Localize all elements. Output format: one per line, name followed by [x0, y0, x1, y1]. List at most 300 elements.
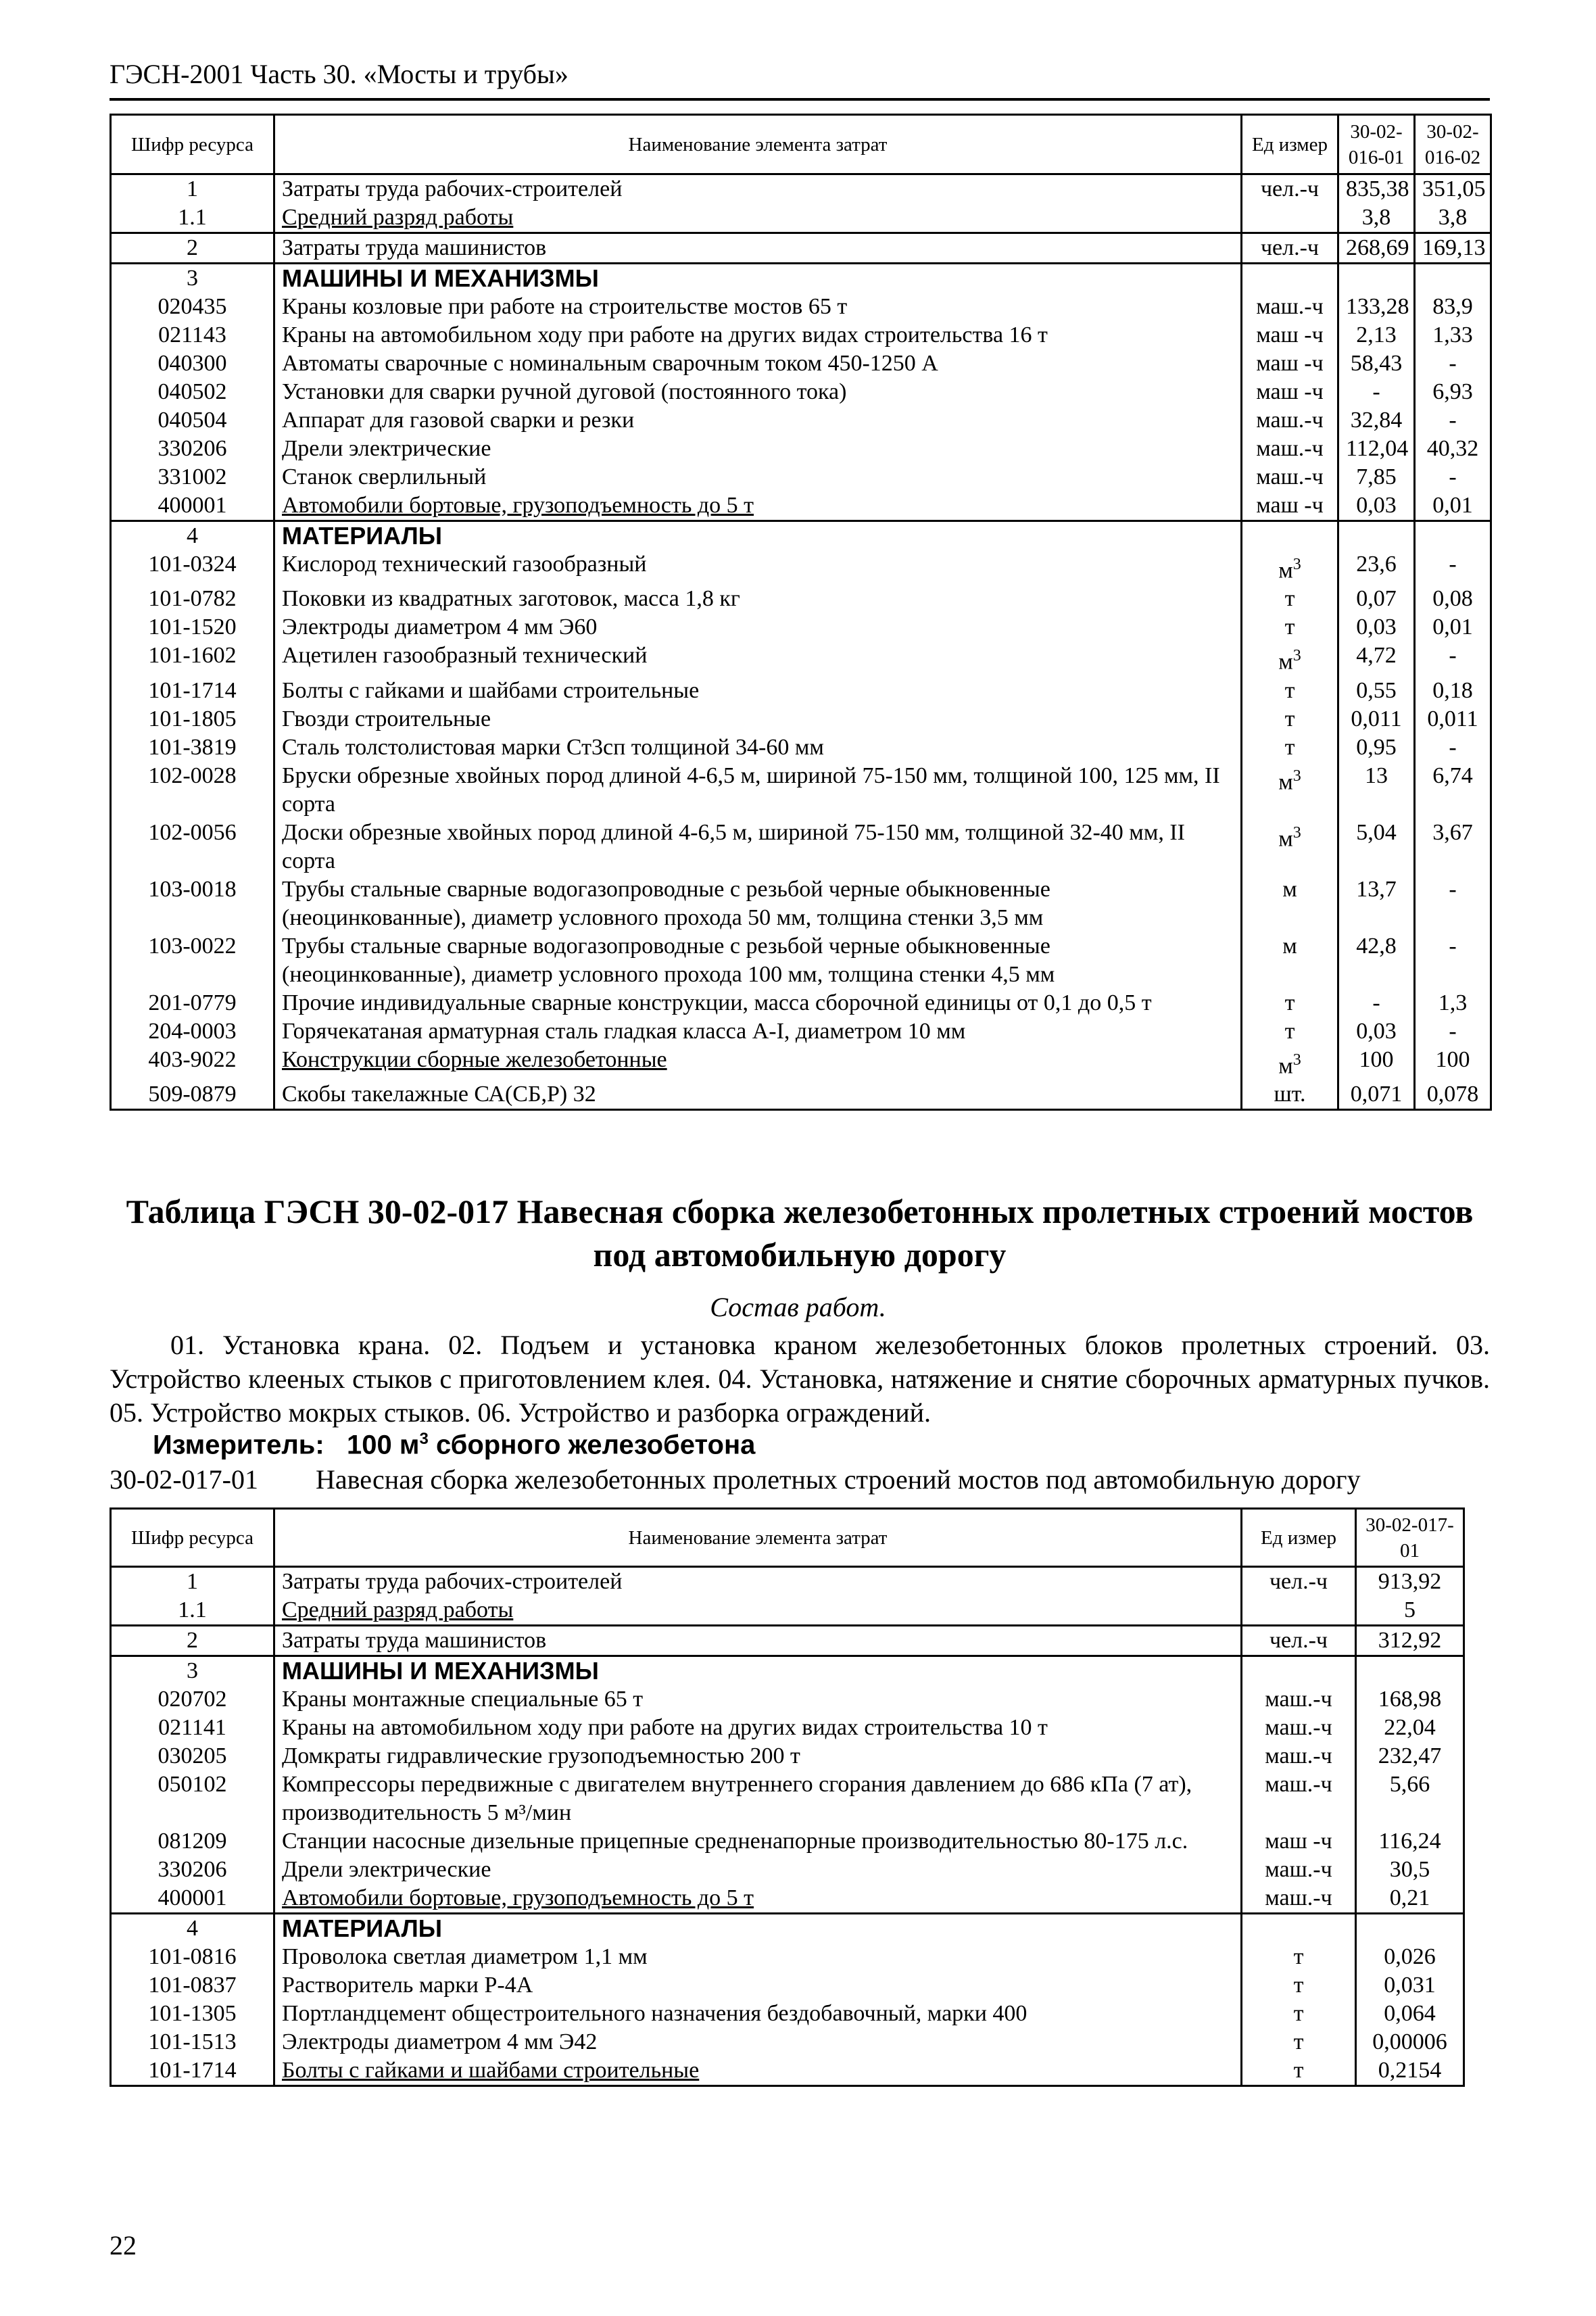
unit-text: маш.-ч: [1265, 1687, 1332, 1712]
resource-value: 40,32: [1415, 435, 1491, 463]
unit-text: маш -ч: [1256, 351, 1324, 376]
resource-value: 4,72: [1338, 642, 1415, 676]
resource-name: Затраты труда машинистов: [274, 1626, 1242, 1656]
resource-value: 168,98: [1356, 1685, 1464, 1714]
table-row: [111, 1714, 1464, 1742]
unit-text: т: [1293, 2029, 1304, 2054]
running-header: ГЭСН-2001 Часть 30. «Мосты и трубы»: [110, 59, 569, 89]
resource-value: [1415, 264, 1491, 293]
unit-text: м: [1278, 649, 1293, 675]
resource-value: -: [1415, 875, 1491, 932]
resource-value: 22,04: [1356, 1714, 1464, 1742]
page-number: 22: [110, 2230, 137, 2261]
resource-value: 0,95: [1338, 733, 1415, 762]
col-header-016-02: 30-02-016-02: [1415, 115, 1491, 174]
resource-name: Портландцемент общестроительного назначения бездобавочный, марки 400: [274, 2000, 1242, 2028]
resource-name: Краны козловые при работе на строительстве мостов 65 т: [274, 293, 1242, 321]
resource-name: Прочие индивидуальные сварные конструкции, масса сборочной единицы от 0,1 до 0,5 т: [274, 989, 1242, 1017]
table-row: [111, 203, 1491, 233]
resource-unit: [1242, 1080, 1338, 1110]
resource-unit: [1242, 233, 1338, 264]
resource-table-016: [110, 114, 1492, 1111]
resource-name: Растворитель марки Р-4А: [274, 1971, 1242, 2000]
resource-code: 101-3819: [111, 733, 274, 762]
resource-code: 3: [111, 1656, 274, 1686]
table-row: [111, 1596, 1464, 1626]
resource-unit: [1242, 1017, 1338, 1046]
resource-name: МАТЕРИАЛЫ: [274, 1914, 1242, 1944]
unit-text: маш.-ч: [1265, 1772, 1332, 1797]
resource-name: Проволока светлая диаметром 1,1 мм: [274, 1943, 1242, 1971]
col-header-016-01: 30-02-016-01: [1338, 115, 1415, 174]
resource-unit: [1242, 406, 1338, 435]
resource-value: 6,74: [1415, 762, 1491, 819]
resource-value: 83,9: [1415, 293, 1491, 321]
col-header-name: Наименование элемента затрат: [274, 115, 1242, 174]
composition-heading: Состав работ.: [710, 1292, 886, 1322]
col-header-name: Наименование элемента затрат: [274, 1509, 1242, 1567]
resource-value: 351,05: [1415, 174, 1491, 204]
resource-code: 101-1714: [111, 677, 274, 705]
resource-value: 3,8: [1415, 203, 1491, 233]
resource-value: 5: [1356, 1596, 1464, 1626]
resource-value: 0,03: [1338, 613, 1415, 642]
composition-text: 01. Установка крана. 02. Подъем и установка краном железобетонных блоков пролетных строений. 03. Устройство клееных стыков с приготовлением клея. 04. Установка, натяжение и снятие сборочных арматурных пучков. 05. Устройство мокрых стыков. 06. Устройство и разборка ограждений.: [110, 1330, 1490, 1428]
table-row: [111, 293, 1491, 321]
table-row: [111, 463, 1491, 491]
resource-code: 204-0003: [111, 1017, 274, 1046]
unit-text: м: [1282, 876, 1297, 902]
resource-unit: [1242, 463, 1338, 491]
unit-text: т: [1293, 2058, 1304, 2083]
resource-value: 0,03: [1338, 491, 1415, 521]
resource-value: 112,04: [1338, 435, 1415, 463]
resource-name: Ацетилен газообразный технический: [274, 642, 1242, 676]
resource-unit: [1242, 491, 1338, 521]
resource-value: 0,064: [1356, 2000, 1464, 2028]
resource-unit: [1242, 2028, 1356, 2056]
unit-text: маш.-ч: [1256, 436, 1324, 461]
table-row: [111, 1884, 1464, 1914]
resource-unit: [1242, 1685, 1356, 1714]
resource-name: Аппарат для газовой сварки и резки: [274, 406, 1242, 435]
resource-code: 509-0879: [111, 1080, 274, 1110]
meter-line: [153, 1430, 755, 1460]
resource-name: Домкраты гидравлические грузоподъемностью 200 т: [274, 1742, 1242, 1770]
resource-code: 4: [111, 521, 274, 551]
meter-label: Измеритель:: [153, 1430, 324, 1460]
resource-unit: [1242, 642, 1338, 676]
unit-text: т: [1284, 1018, 1295, 1044]
resource-unit: [1242, 677, 1338, 705]
resource-code: 101-1520: [111, 613, 274, 642]
unit-text: т: [1293, 2001, 1304, 2026]
resource-value: -: [1415, 463, 1491, 491]
resource-value: 0,01: [1415, 613, 1491, 642]
resource-code: 1: [111, 174, 274, 204]
table-row: [111, 989, 1491, 1017]
unit-text: м: [1278, 558, 1293, 583]
unit-sup: 3: [1292, 556, 1301, 573]
resource-code: 081209: [111, 1827, 274, 1856]
resource-unit: [1242, 349, 1338, 378]
unit-text: т: [1293, 1944, 1304, 1969]
resource-name: МАШИНЫ И МЕХАНИЗМЫ: [274, 264, 1242, 293]
resource-code: 2: [111, 1626, 274, 1656]
resource-unit: [1242, 1971, 1356, 2000]
resource-name: Горячекатаная арматурная сталь гладкая класса А-I, диаметром 10 мм: [274, 1017, 1242, 1046]
resource-unit: [1242, 819, 1338, 875]
resource-name: Болты с гайками и шайбами строительные: [274, 677, 1242, 705]
resource-unit: [1242, 989, 1338, 1017]
col-header-code: Шифр ресурса: [111, 115, 274, 174]
resource-unit: [1242, 875, 1338, 932]
resource-code: 201-0779: [111, 989, 274, 1017]
table-row: [111, 491, 1491, 521]
resource-unit: [1242, 733, 1338, 762]
table-row: [111, 2028, 1464, 2056]
table-row: [111, 762, 1491, 819]
resource-value: 2,13: [1338, 321, 1415, 349]
unit-text: м: [1278, 1053, 1293, 1078]
table-row: [111, 1626, 1464, 1656]
resource-value: 3,67: [1415, 819, 1491, 875]
resource-code: 400001: [111, 491, 274, 521]
unit-text: маш -ч: [1256, 322, 1324, 347]
resource-name: Электроды диаметром 4 мм Э42: [274, 2028, 1242, 2056]
resource-value: 3,8: [1338, 203, 1415, 233]
table-row: [111, 932, 1491, 989]
unit-sup: 3: [1292, 1051, 1301, 1069]
resource-unit: [1242, 705, 1338, 733]
unit-text: маш -ч: [1265, 1829, 1332, 1854]
table-row: [111, 174, 1491, 204]
resource-unit: [1242, 1596, 1356, 1626]
resource-code: 331002: [111, 463, 274, 491]
resource-unit: [1242, 2056, 1356, 2086]
norm-code: 30-02-017-01: [110, 1464, 258, 1495]
resource-unit: [1242, 1884, 1356, 1914]
table-row: [111, 1656, 1464, 1686]
resource-value: 100: [1415, 1046, 1491, 1080]
resource-value: 169,13: [1415, 233, 1491, 264]
resource-value: 0,031: [1356, 1971, 1464, 2000]
resource-unit: [1242, 1742, 1356, 1770]
table-row: [111, 1827, 1464, 1856]
resource-name: Автомобили бортовые, грузоподъемность до 5 т: [274, 491, 1242, 521]
table-row: [111, 1770, 1464, 1827]
unit-text: т: [1284, 586, 1295, 612]
resource-value: 0,03: [1338, 1017, 1415, 1046]
resource-value: [1356, 1656, 1464, 1686]
resource-value: 5,04: [1338, 819, 1415, 875]
table-row: [111, 1971, 1464, 2000]
resource-value: 116,24: [1356, 1827, 1464, 1856]
resource-name: Электроды диаметром 4 мм Э60: [274, 613, 1242, 642]
resource-name: Поковки из квадратных заготовок, масса 1,8 кг: [274, 585, 1242, 613]
resource-name: Конструкции сборные железобетонные: [274, 1046, 1242, 1080]
resource-code: 102-0028: [111, 762, 274, 819]
unit-sup: 3: [1292, 823, 1301, 842]
col-header-unit: Ед измер: [1242, 115, 1338, 174]
norm-code-line: [110, 1464, 1490, 1495]
resource-value: -: [1415, 550, 1491, 585]
unit-text: маш.-ч: [1265, 1715, 1332, 1740]
table-row: [111, 733, 1491, 762]
resource-code: 330206: [111, 1856, 274, 1884]
resource-value: -: [1415, 932, 1491, 989]
resource-code: 020702: [111, 1685, 274, 1714]
resource-code: 4: [111, 1914, 274, 1944]
resource-value: 0,55: [1338, 677, 1415, 705]
resource-code: 030205: [111, 1742, 274, 1770]
resource-code: 2: [111, 233, 274, 264]
unit-text: т: [1284, 990, 1295, 1015]
table-row: [111, 2000, 1464, 2028]
unit-text: м: [1278, 825, 1293, 851]
resource-value: 23,6: [1338, 550, 1415, 585]
resource-name: Доски обрезные хвойных пород длиной 4-6,5 м, шириной 75-150 мм, толщиной 32-40 мм, II сорта: [274, 819, 1242, 875]
unit-text: маш.-ч: [1256, 294, 1324, 319]
table-row: [111, 233, 1491, 264]
unit-text: т: [1284, 677, 1295, 703]
unit-text: чел.-ч: [1269, 1569, 1328, 1594]
resource-code: 021141: [111, 1714, 274, 1742]
resource-name: Трубы стальные сварные водогазопроводные с резьбой черные обыкновенные (неоцинкованные), диаметр условного прохода 100 мм, толщина стенки 4,5 мм: [274, 932, 1242, 989]
table-row: [111, 1943, 1464, 1971]
resource-value: 100: [1338, 1046, 1415, 1080]
resource-code: 020435: [111, 293, 274, 321]
resource-value: 133,28: [1338, 293, 1415, 321]
resource-code: 3: [111, 264, 274, 293]
table-row: [111, 642, 1491, 676]
unit-text: маш.-ч: [1265, 1857, 1332, 1882]
table-row: [111, 677, 1491, 705]
table-row: [111, 1017, 1491, 1046]
resource-unit: [1242, 762, 1338, 819]
resource-code: 101-0324: [111, 550, 274, 585]
resource-name: Краны монтажные специальные 65 т: [274, 1685, 1242, 1714]
norm-title: Навесная сборка железобетонных пролетных строений мостов под автомобильную дорогу: [316, 1464, 1361, 1495]
resource-name: Средний разряд работы: [274, 203, 1242, 233]
resource-value: 5,66: [1356, 1770, 1464, 1827]
resource-name: Болты с гайками и шайбами строительные: [274, 2056, 1242, 2086]
resource-name: Автоматы сварочные с номинальным сварочным током 450-1250 А: [274, 349, 1242, 378]
resource-name: Затраты труда машинистов: [274, 233, 1242, 264]
unit-text: маш -ч: [1256, 379, 1324, 404]
resource-value: [1338, 264, 1415, 293]
resource-unit: [1242, 1856, 1356, 1884]
unit-sup: 3: [1292, 767, 1301, 785]
resource-code: 101-0837: [111, 1971, 274, 2000]
meter-value-sup: 3: [419, 1430, 429, 1448]
table-row: [111, 264, 1491, 293]
resource-value: 0,07: [1338, 585, 1415, 613]
resource-value: 0,011: [1338, 705, 1415, 733]
unit-text: чел.-ч: [1269, 1628, 1328, 1653]
resource-code: 101-1714: [111, 2056, 274, 2086]
resource-value: 0,00006: [1356, 2028, 1464, 2056]
table-row: [111, 521, 1491, 551]
unit-text: маш.-ч: [1256, 464, 1324, 489]
resource-code: 1.1: [111, 203, 274, 233]
table-row: [111, 705, 1491, 733]
resource-value: 0,21: [1356, 1884, 1464, 1914]
resource-value: [1356, 1914, 1464, 1944]
resource-value: -: [1415, 733, 1491, 762]
resource-unit: [1242, 2000, 1356, 2028]
resource-code: 101-1602: [111, 642, 274, 676]
resource-name: Гвозди строительные: [274, 705, 1242, 733]
table-row: [111, 349, 1491, 378]
resource-code: 330206: [111, 435, 274, 463]
resource-value: 13,7: [1338, 875, 1415, 932]
table-row: [111, 378, 1491, 406]
resource-name: Установки для сварки ручной дуговой (постоянного тока): [274, 378, 1242, 406]
unit-text: маш.-ч: [1265, 1743, 1332, 1768]
resource-unit: [1242, 585, 1338, 613]
resource-code: 101-1305: [111, 2000, 274, 2028]
resource-name: Станции насосные дизельные прицепные средненапорные производительностью 80-175 л.с.: [274, 1827, 1242, 1856]
resource-code: 101-1805: [111, 705, 274, 733]
resource-code: 101-0816: [111, 1943, 274, 1971]
table-row: [111, 406, 1491, 435]
resource-table-017: [110, 1507, 1465, 2087]
resource-name: Дрели электрические: [274, 435, 1242, 463]
resource-code: 1: [111, 1567, 274, 1597]
unit-text: маш.-ч: [1256, 408, 1324, 433]
resource-value: 0,026: [1356, 1943, 1464, 1971]
meter-value: 100 м: [347, 1430, 420, 1460]
col-header-017-01: 30-02-017-01: [1356, 1509, 1464, 1567]
unit-text: т: [1284, 706, 1295, 731]
resource-value: 312,92: [1356, 1626, 1464, 1656]
table-row: [111, 1046, 1491, 1080]
resource-value: 0,011: [1415, 705, 1491, 733]
resource-unit: [1242, 293, 1338, 321]
resource-value: 268,69: [1338, 233, 1415, 264]
resource-code: 050102: [111, 1770, 274, 1827]
resource-value: [1415, 521, 1491, 551]
unit-text: чел.-ч: [1260, 176, 1320, 201]
unit-text: маш.-ч: [1265, 1885, 1332, 1910]
unit-text: м: [1278, 769, 1293, 794]
resource-value: 32,84: [1338, 406, 1415, 435]
resource-unit: [1242, 550, 1338, 585]
resource-name: Бруски обрезные хвойных пород длиной 4-6,5 м, шириной 75-150 мм, толщиной 100, 125 мм, II сорта: [274, 762, 1242, 819]
resource-code: 1.1: [111, 1596, 274, 1626]
unit-text: маш -ч: [1256, 493, 1324, 518]
resource-unit: [1242, 203, 1338, 233]
resource-unit: [1242, 174, 1338, 204]
resource-name: Дрели электрические: [274, 1856, 1242, 1884]
resource-value: -: [1415, 349, 1491, 378]
resource-name: Трубы стальные сварные водогазопроводные с резьбой черные обыкновенные (неоцинкованные), диаметр условного прохода 50 мм, толщина стенки 3,5 мм: [274, 875, 1242, 932]
unit-text: т: [1284, 734, 1295, 760]
resource-code: 040502: [111, 378, 274, 406]
resource-value: 1,3: [1415, 989, 1491, 1017]
resource-value: 0,18: [1415, 677, 1491, 705]
resource-value: 6,93: [1415, 378, 1491, 406]
resource-unit: [1242, 264, 1338, 293]
resource-value: 0,08: [1415, 585, 1491, 613]
resource-name: МАШИНЫ И МЕХАНИЗМЫ: [274, 1656, 1242, 1686]
resource-value: -: [1415, 642, 1491, 676]
resource-unit: [1242, 1567, 1356, 1597]
resource-value: -: [1338, 989, 1415, 1017]
table-row: [111, 819, 1491, 875]
table-row: [111, 321, 1491, 349]
resource-unit: [1242, 1626, 1356, 1656]
resource-name: Затраты труда рабочих-строителей: [274, 174, 1242, 204]
table-row: [111, 1742, 1464, 1770]
resource-value: 0,071: [1338, 1080, 1415, 1110]
resource-value: 13: [1338, 762, 1415, 819]
resource-name: Автомобили бортовые, грузоподъемность до 5 т: [274, 1884, 1242, 1914]
resource-unit: [1242, 1714, 1356, 1742]
resource-name: Скобы такелажные СА(СБ,Р) 32: [274, 1080, 1242, 1110]
resource-code: 102-0056: [111, 819, 274, 875]
table-row: [111, 875, 1491, 932]
table-title: Таблица ГЭСН 30-02-017 Навесная сборка железобетонных пролетных строений мостов под автомобильную дорогу: [126, 1192, 1474, 1274]
resource-code: 101-1513: [111, 2028, 274, 2056]
resource-unit: [1242, 1656, 1356, 1686]
unit-text: чел.-ч: [1260, 235, 1320, 260]
table-row: [111, 1080, 1491, 1110]
resource-unit: [1242, 321, 1338, 349]
resource-name: МАТЕРИАЛЫ: [274, 521, 1242, 551]
resource-code: 400001: [111, 1884, 274, 1914]
unit-text: м: [1282, 933, 1297, 959]
resource-code: 021143: [111, 321, 274, 349]
unit-sup: 3: [1292, 647, 1301, 665]
table-row: [111, 1567, 1464, 1597]
table-row: [111, 1685, 1464, 1714]
resource-name: Затраты труда рабочих-строителей: [274, 1567, 1242, 1597]
resource-value: 42,8: [1338, 932, 1415, 989]
resource-name: Компрессоры передвижные с двигателем внутреннего сгорания давлением до 686 кПа (7 ат), производительность 5 м³/мин: [274, 1770, 1242, 1827]
resource-value: -: [1415, 406, 1491, 435]
resource-value: 7,85: [1338, 463, 1415, 491]
resource-value: 913,92: [1356, 1567, 1464, 1597]
resource-name: Кислород технический газообразный: [274, 550, 1242, 585]
col-header-code: Шифр ресурса: [111, 1509, 274, 1567]
resource-value: 58,43: [1338, 349, 1415, 378]
header-rule: [110, 98, 1490, 101]
resource-name: Краны на автомобильном ходу при работе на других видах строительства 16 т: [274, 321, 1242, 349]
table-row: [111, 1856, 1464, 1884]
table-row: [111, 585, 1491, 613]
resource-name: Средний разряд работы: [274, 1596, 1242, 1626]
col-header-unit: Ед измер: [1242, 1509, 1356, 1567]
resource-name: Краны на автомобильном ходу при работе на других видах строительства 10 т: [274, 1714, 1242, 1742]
table-row: [111, 435, 1491, 463]
meter-value-rest: сборного железобетона: [435, 1430, 756, 1460]
resource-value: 1,33: [1415, 321, 1491, 349]
resource-value: 0,2154: [1356, 2056, 1464, 2086]
resource-unit: [1242, 613, 1338, 642]
resource-code: 103-0018: [111, 875, 274, 932]
resource-unit: [1242, 1943, 1356, 1971]
resource-value: -: [1415, 1017, 1491, 1046]
resource-value: 0,01: [1415, 491, 1491, 521]
resource-code: 103-0022: [111, 932, 274, 989]
resource-unit: [1242, 521, 1338, 551]
resource-value: 835,38: [1338, 174, 1415, 204]
resource-unit: [1242, 1827, 1356, 1856]
unit-text: шт.: [1274, 1081, 1306, 1107]
resource-value: 232,47: [1356, 1742, 1464, 1770]
